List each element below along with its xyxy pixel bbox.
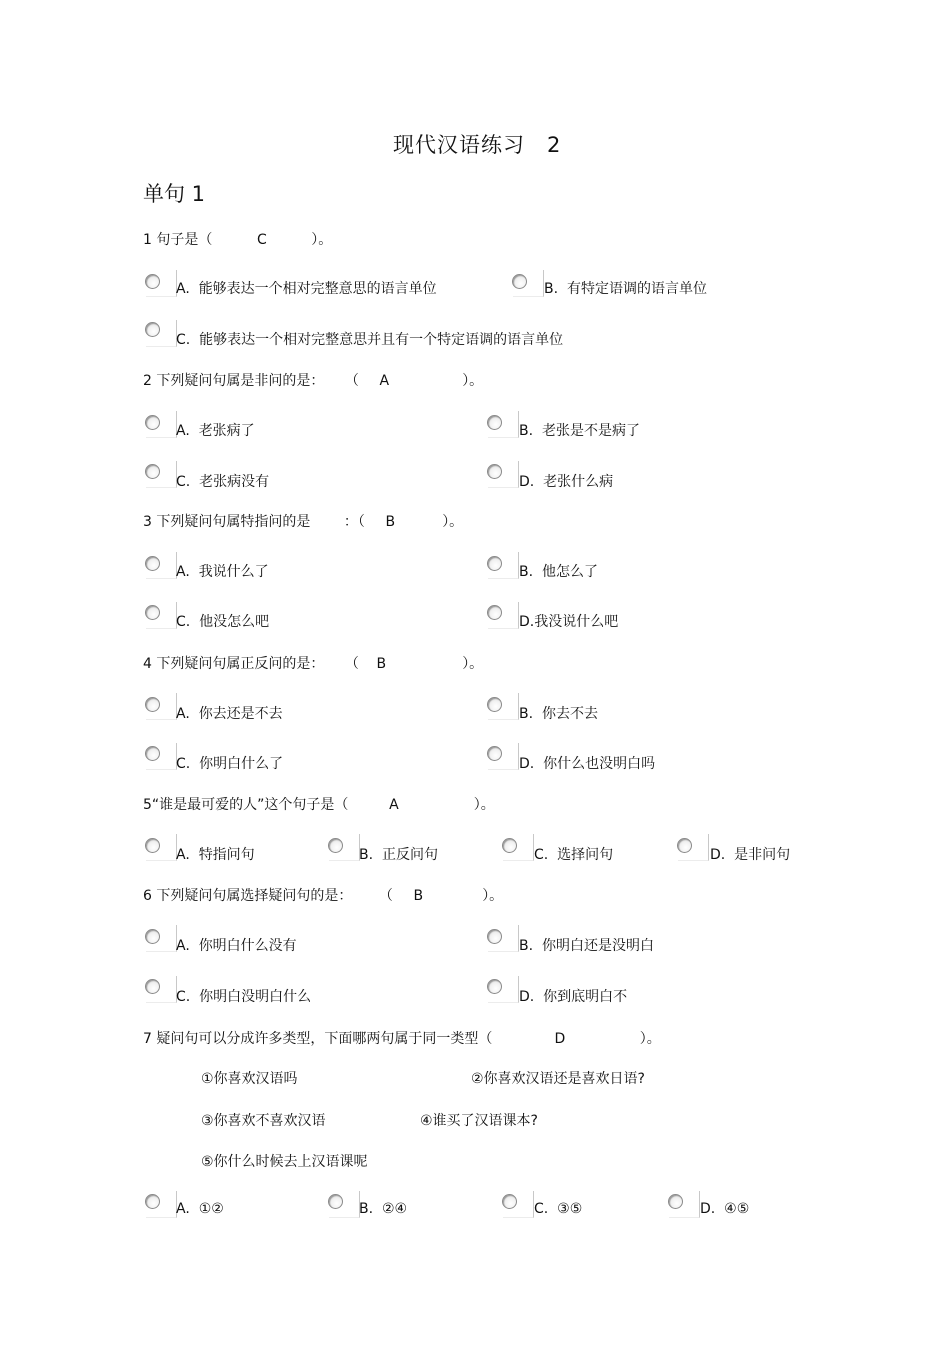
answer-letter: B xyxy=(413,888,424,904)
question-6: 6 下列疑问句属选择疑问句的是： （ B ）。 xyxy=(143,888,504,904)
question-text: 句子是（ xyxy=(156,232,213,248)
answer-letter: A xyxy=(379,373,390,389)
section-heading: 单句 1 xyxy=(143,182,206,206)
option-5-a: A. 特指问句 xyxy=(176,847,255,863)
radio-button[interactable] xyxy=(668,1194,683,1209)
question-1 xyxy=(143,229,332,249)
question-2: 2 下列疑问句属是非问的是： （ A ）。 xyxy=(143,373,484,389)
option-4-a: A. 你去还是不去 xyxy=(176,706,283,722)
option-2-a: A. 老张病了 xyxy=(176,423,255,439)
option-5-d: D. 是非问句 xyxy=(710,847,791,863)
radio-button[interactable] xyxy=(328,1194,343,1209)
option-3-b: B. 他怎么了 xyxy=(519,564,598,580)
question-text: 下列疑问句属特指问的是 xyxy=(156,514,311,530)
option-7-d: D. ④⑤ xyxy=(700,1201,750,1217)
option-3-a: A. 我说什么了 xyxy=(176,564,269,580)
question-text: 下列疑问句属是非问的是： xyxy=(156,373,325,389)
radio-button[interactable] xyxy=(145,838,160,853)
option-5-b: B. 正反问句 xyxy=(359,847,438,863)
question-7: 7 疑问句可以分成许多类型，下面哪两句属于同一类型（ D ）。 xyxy=(143,1031,661,1047)
answer-letter: D xyxy=(554,1031,566,1047)
option-4-b: B. 你去不去 xyxy=(519,706,598,722)
question-5: 5“谁是最可爱的人”这个句子是（ A ）。 xyxy=(143,797,495,813)
radio-button[interactable] xyxy=(145,1194,160,1209)
radio-button[interactable] xyxy=(145,697,160,712)
question-text: 下列疑问句属正反问的是： xyxy=(156,656,325,672)
radio-button[interactable] xyxy=(502,1194,517,1209)
option-4-d: D. 你什么也没明白吗 xyxy=(519,756,656,772)
option-7-b: B. ②④ xyxy=(359,1201,408,1217)
radio-button[interactable] xyxy=(487,929,502,944)
option-1-b: B. 有特定语调的语言单位 xyxy=(544,281,707,297)
option-2-c: C. 老张病没有 xyxy=(176,474,270,490)
radio-button[interactable] xyxy=(487,556,502,571)
radio-button[interactable] xyxy=(487,697,502,712)
question-3: 3 下列疑问句属特指问的是 ：（ B ）。 xyxy=(143,514,464,530)
radio-button[interactable] xyxy=(145,746,160,761)
option-5-c: C. 选择问句 xyxy=(534,847,614,863)
radio-button[interactable] xyxy=(487,464,502,479)
radio-button[interactable] xyxy=(145,464,160,479)
option-4-c: C. 你明白什么了 xyxy=(176,756,284,772)
option-6-a: A. 你明白什么没有 xyxy=(176,938,297,954)
option-1-a: A. 能够表达一个相对完整意思的语言单位 xyxy=(176,281,437,297)
option-1-c: C. 能够表达一个相对完整意思并且有一个特定语调的语言单位 xyxy=(176,332,564,348)
radio-button[interactable] xyxy=(145,556,160,571)
answer-letter: C xyxy=(256,232,267,248)
question-number: 1 xyxy=(143,232,152,248)
option-2-d: D. 老张什么病 xyxy=(519,474,614,490)
radio-button[interactable] xyxy=(487,979,502,994)
radio-button[interactable] xyxy=(145,274,160,289)
option-3-d: D.我没说什么吧 xyxy=(519,614,619,630)
radio-button[interactable] xyxy=(487,415,502,430)
radio-button[interactable] xyxy=(328,838,343,853)
radio-button[interactable] xyxy=(145,979,160,994)
option-7-a: A. ①② xyxy=(176,1201,224,1217)
radio-button[interactable] xyxy=(145,415,160,430)
question-text: 疑问句可以分成许多类型，下面哪两句属于同一类型（ xyxy=(156,1031,493,1047)
question-text: “谁是最可爱的人”这个句子是（ xyxy=(151,797,349,813)
question-text: 下列疑问句属选择疑问句的是： xyxy=(156,888,353,904)
radio-button[interactable] xyxy=(145,322,160,337)
radio-button[interactable] xyxy=(512,274,527,289)
radio-button[interactable] xyxy=(502,838,517,853)
option-6-d: D. 你到底明白不 xyxy=(519,989,628,1005)
radio-button[interactable] xyxy=(487,746,502,761)
option-7-c: C. ③⑤ xyxy=(534,1201,583,1217)
sentence-item-4: ④谁买了汉语课本? xyxy=(420,1113,538,1129)
option-3-c: C. 他没怎么吧 xyxy=(176,614,270,630)
radio-button[interactable] xyxy=(145,929,160,944)
sentence-item-3: ③你喜欢不喜欢汉语 xyxy=(201,1113,326,1129)
question-4: 4 下列疑问句属正反问的是： （ B ）。 xyxy=(143,656,484,672)
option-6-b: B. 你明白还是没明白 xyxy=(519,938,654,954)
sentence-item-5: ⑤你什么时候去上汉语课呢 xyxy=(201,1154,368,1170)
answer-letter: B xyxy=(376,656,387,672)
radio-button[interactable] xyxy=(145,605,160,620)
answer-letter: A xyxy=(389,797,399,813)
page-title: 现代汉语练习 2 xyxy=(393,133,562,157)
sentence-item-1: ①你喜欢汉语吗 xyxy=(201,1071,298,1087)
sentence-item-2: ②你喜欢汉语还是喜欢日语? xyxy=(471,1071,645,1087)
option-2-b: B. 老张是不是病了 xyxy=(519,423,640,439)
answer-letter: B xyxy=(385,514,396,530)
option-6-c: C. 你明白没明白什么 xyxy=(176,989,312,1005)
radio-button[interactable] xyxy=(677,838,692,853)
radio-button[interactable] xyxy=(487,605,502,620)
question-suffix: ）。 xyxy=(311,232,333,248)
